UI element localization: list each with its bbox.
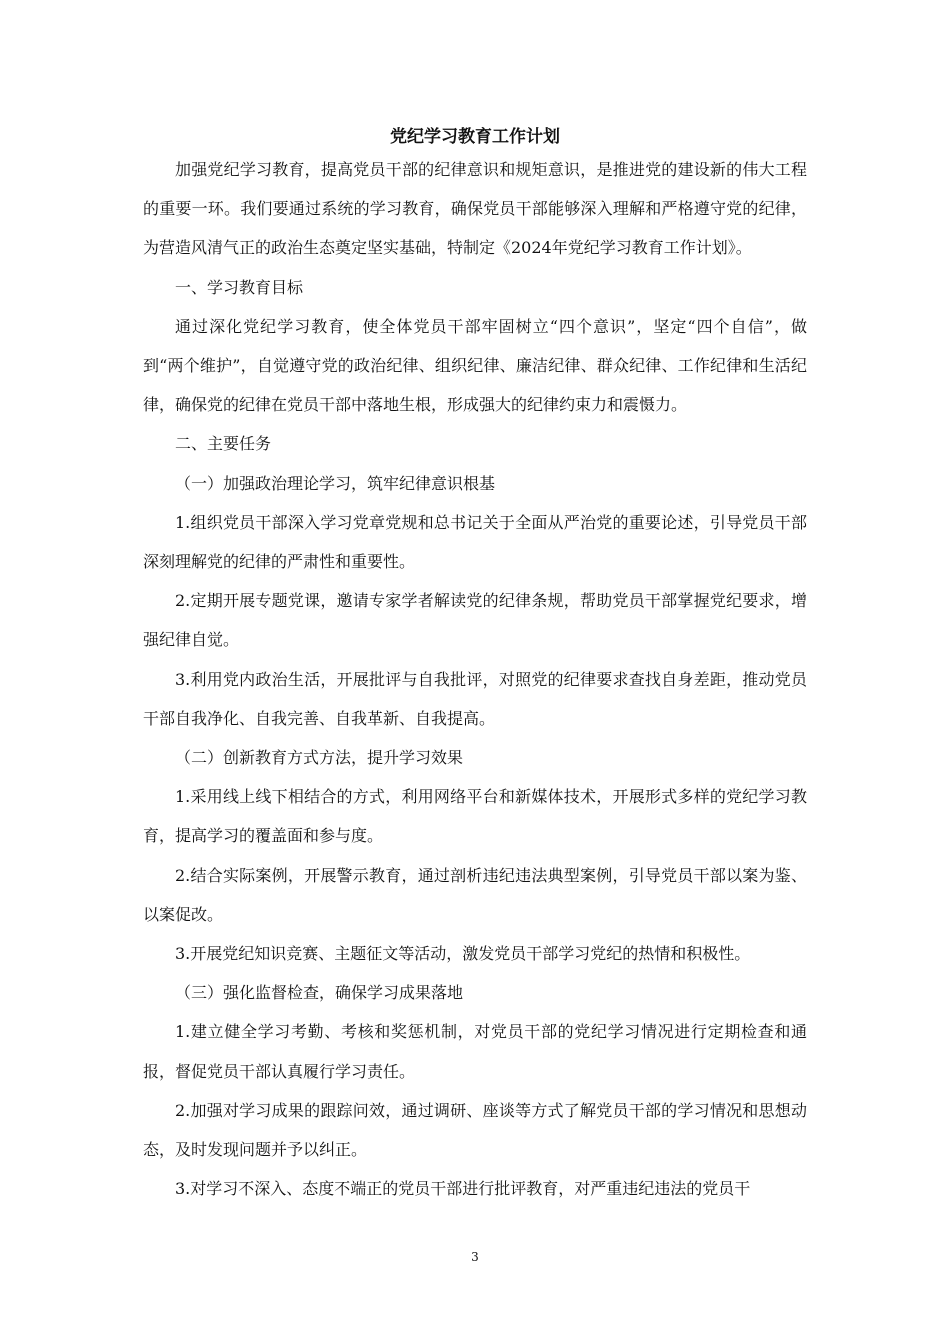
subheading-methods: （二）创新教育方式方法，提升学习效果	[175, 748, 464, 768]
page-number: 3	[471, 1250, 479, 1264]
heading-goals: 一、学习教育目标	[175, 277, 304, 297]
paragraph-theory-3: 3.利用党内政治生活，开展批评与自我批评，对照党的纪律要求查找自身差距，推动党员干部自我净化、自我完善、自我革新、自我提高。	[143, 669, 807, 728]
heading-tasks: 二、主要任务	[175, 434, 272, 454]
paragraph-supervision-3: 3.对学习不深入、态度不端正的党员干部进行批评教育，对严重违纪违法的党员干	[175, 1179, 751, 1199]
paragraph-methods-2: 2.结合实际案例，开展警示教育，通过剖析违纪违法典型案例，引导党员干部以案为鉴、以案促改。	[143, 865, 807, 924]
document-body	[143, 150, 807, 1208]
document-title: 党纪学习教育工作计划	[390, 127, 560, 147]
subheading-supervision: （三）强化监督检查，确保学习成果落地	[175, 983, 464, 1003]
paragraph-methods-3: 3.开展党纪知识竞赛、主题征文等活动，激发党员干部学习党纪的热情和积极性。	[175, 944, 751, 964]
paragraph-goals: 通过深化党纪学习教育，使全体党员干部牢固树立“四个意识”，坚定“四个自信”，做到“两个维护”，自觉遵守党的政治纪律、组织纪律、廉洁纪律、群众纪律、工作纪律和生活纪律，确保党的纪律在党员干部中落地生根，形成强大的纪律约束力和震慑力。	[143, 316, 807, 415]
paragraph-theory-2: 2.定期开展专题党课，邀请专家学者解读党的纪律条规，帮助党员干部掌握党纪要求，增强纪律自觉。	[143, 591, 807, 650]
paragraph-supervision-2: 2.加强对学习成果的跟踪问效，通过调研、座谈等方式了解党员干部的学习情况和思想动态，及时发现问题并予以纠正。	[143, 1100, 807, 1160]
subheading-theory: （一）加强政治理论学习，筑牢纪律意识根基	[175, 473, 496, 493]
paragraph-intro: 加强党纪学习教育，提高党员干部的纪律意识和规矩意识，是推进党的建设新的伟大工程的重要一环。我们要通过系统的学习教育，确保党员干部能够深入理解和严格遵守党的纪律，为营造风清气正的政治生态奠定坚实基础，特制定《2024年党纪学习教育工作计划》。	[143, 160, 807, 258]
paragraph-methods-1: 1.采用线上线下相结合的方式，利用网络平台和新媒体技术，开展形式多样的党纪学习教育，提高学习的覆盖面和参与度。	[143, 787, 807, 846]
paragraph-supervision-1: 1.建立健全学习考勤、考核和奖惩机制，对党员干部的党纪学习情况进行定期检查和通报，督促党员干部认真履行学习责任。	[143, 1022, 807, 1081]
paragraph-theory-1: 1.组织党员干部深入学习党章党规和总书记关于全面从严治党的重要论述，引导党员干部深刻理解党的纪律的严肃性和重要性。	[143, 512, 807, 572]
